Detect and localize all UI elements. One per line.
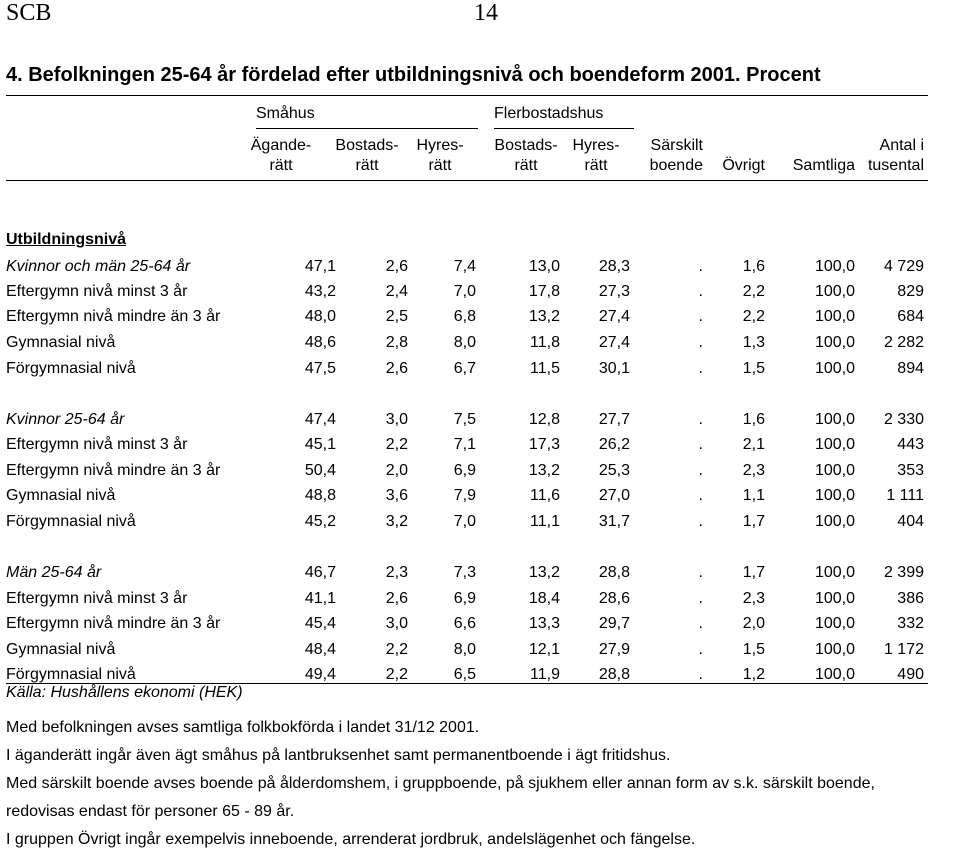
- table-cell: 17,3: [528, 436, 560, 453]
- table-cell: 2,6: [385, 360, 408, 377]
- table-cell: 3,2: [385, 513, 408, 530]
- table-cell: 3,0: [385, 411, 408, 428]
- table-cell: 100,0: [814, 436, 855, 453]
- table-cell: 28,8: [598, 666, 630, 683]
- table-cell: 27,4: [598, 334, 630, 351]
- row-label: Förgymnasial nivå: [6, 360, 136, 377]
- table-cell: 100,0: [814, 360, 855, 377]
- table-cell: 2,2: [385, 641, 408, 658]
- table-cell: 1,2: [742, 666, 765, 683]
- table-cell: 13,3: [528, 615, 560, 632]
- column-header: rätt: [584, 157, 608, 174]
- column-header: rätt: [514, 157, 538, 174]
- column-header: boende: [649, 157, 703, 174]
- table-cell: .: [698, 487, 703, 504]
- table-cell: 48,8: [304, 487, 336, 504]
- table-cell: 2 399: [883, 564, 924, 581]
- table-cell: 353: [897, 462, 924, 479]
- row-label: Eftergymn nivå minst 3 år: [6, 590, 188, 607]
- footnote: redovisas endast för personer 65 - 89 år.: [6, 803, 295, 820]
- table-title: 4. Befolkningen 25-64 år fördelad efter utbildningsnivå och boendeform 2001. Procent: [6, 64, 821, 86]
- table-cell: 48,0: [304, 308, 336, 325]
- table-cell: 27,0: [598, 487, 630, 504]
- table-cell: 30,1: [598, 360, 630, 377]
- table-cell: 2,0: [385, 462, 408, 479]
- row-label: Gymnasial nivå: [6, 487, 116, 504]
- source-note: Källa: Hushållens ekonomi (HEK): [6, 684, 243, 701]
- table-cell: 3,0: [385, 615, 408, 632]
- table-cell: 100,0: [814, 513, 855, 530]
- column-header: Övrigt: [722, 157, 765, 174]
- table-cell: 1,7: [742, 513, 765, 530]
- table-row: [0, 436, 960, 458]
- row-label: Förgymnasial nivå: [6, 666, 136, 683]
- table-cell: 100,0: [814, 334, 855, 351]
- table-cell: 2,8: [385, 334, 408, 351]
- table-cell: .: [698, 436, 703, 453]
- table-cell: 45,1: [304, 436, 336, 453]
- column-header: Särskilt: [650, 137, 703, 154]
- table-cell: 18,4: [528, 590, 560, 607]
- table-cell: 48,6: [304, 334, 336, 351]
- page-header-org: SCB: [6, 0, 52, 26]
- table-cell: 13,0: [528, 258, 560, 275]
- table-cell: 27,7: [598, 411, 630, 428]
- table-cell: .: [698, 590, 703, 607]
- table-cell: 50,4: [304, 462, 336, 479]
- footnote: I gruppen Övrigt ingår exempelvis inneboende, arrenderat jordbruk, andelslägenhet och fängelse.: [6, 831, 696, 848]
- table-cell: .: [698, 666, 703, 683]
- table-cell: 13,2: [528, 564, 560, 581]
- table-cell: 27,3: [598, 283, 630, 300]
- row-label: Män 25-64 år: [6, 564, 102, 581]
- table-cell: 100,0: [814, 641, 855, 658]
- row-label: Eftergymn nivå minst 3 år: [6, 436, 188, 453]
- table-cell: 28,8: [598, 564, 630, 581]
- table-cell: 47,5: [304, 360, 336, 377]
- table-cell: 45,4: [304, 615, 336, 632]
- table-cell: 28,3: [598, 258, 630, 275]
- table-cell: 100,0: [814, 283, 855, 300]
- column-header: Samtliga: [792, 157, 855, 174]
- table-cell: 47,4: [304, 411, 336, 428]
- footnote: I äganderätt ingår även ägt småhus på lantbruksenhet samt permanentboende i ägt fritidshus.: [6, 747, 671, 764]
- table-cell: .: [698, 462, 703, 479]
- table-cell: .: [698, 564, 703, 581]
- table-row: [0, 513, 960, 535]
- column-header: Hyres-: [572, 137, 620, 154]
- table-cell: 100,0: [814, 411, 855, 428]
- table-cell: 2,2: [742, 283, 765, 300]
- table-cell: .: [698, 258, 703, 275]
- row-label: Eftergymn nivå mindre än 3 år: [6, 462, 221, 479]
- table-cell: 1 172: [883, 641, 924, 658]
- table-cell: 1,7: [742, 564, 765, 581]
- row-label: Eftergymn nivå mindre än 3 år: [6, 615, 221, 632]
- table-row: [0, 641, 960, 663]
- table-cell: .: [698, 615, 703, 632]
- table-cell: 1,5: [742, 360, 765, 377]
- column-header: tusental: [867, 157, 924, 174]
- table-cell: 6,8: [453, 308, 476, 325]
- header-bottom-rule: [6, 180, 928, 181]
- table-cell: .: [698, 641, 703, 658]
- table-row: [0, 615, 960, 637]
- table-cell: 1,6: [742, 411, 765, 428]
- table-cell: 7,3: [453, 564, 476, 581]
- table-cell: 2,3: [742, 590, 765, 607]
- column-header: Hyres-: [416, 137, 464, 154]
- table-cell: 11,5: [530, 360, 560, 377]
- row-label: Eftergymn nivå mindre än 3 år: [6, 308, 221, 325]
- table-cell: 2,5: [385, 308, 408, 325]
- section-label: Utbildningsnivå: [6, 231, 126, 248]
- table-row: [0, 411, 960, 433]
- table-cell: 2,6: [385, 590, 408, 607]
- table-cell: 43,2: [304, 283, 336, 300]
- table-cell: 12,8: [528, 411, 560, 428]
- table-cell: .: [698, 308, 703, 325]
- table-cell: 6,9: [453, 462, 476, 479]
- row-label: Förgymnasial nivå: [6, 513, 136, 530]
- table-cell: 26,2: [598, 436, 630, 453]
- column-header: rätt: [269, 157, 293, 174]
- table-cell: 8,0: [453, 334, 476, 351]
- table-cell: 100,0: [814, 590, 855, 607]
- table-cell: 100,0: [814, 615, 855, 632]
- table-cell: 48,4: [304, 641, 336, 658]
- table-cell: 7,9: [453, 487, 476, 504]
- group-header-smahus: Småhus: [256, 105, 315, 122]
- column-header: Antal i: [879, 137, 924, 154]
- table-cell: 2,1: [742, 436, 765, 453]
- footnote: Med särskilt boende avses boende på ålderdomshem, i gruppboende, på sjukhem eller annan form av s.k. särskilt boende,: [6, 775, 875, 792]
- table-cell: 100,0: [814, 666, 855, 683]
- table-cell: 100,0: [814, 564, 855, 581]
- table-cell: 13,2: [528, 308, 560, 325]
- table-cell: 100,0: [814, 462, 855, 479]
- footnote: Med befolkningen avses samtliga folkbokförda i landet 31/12 2001.: [6, 719, 480, 736]
- column-header: rätt: [428, 157, 452, 174]
- column-header: rätt: [355, 157, 379, 174]
- table-cell: 1,5: [742, 641, 765, 658]
- table-cell: 100,0: [814, 258, 855, 275]
- table-cell: 7,1: [453, 436, 476, 453]
- table-cell: 6,7: [453, 360, 476, 377]
- table-cell: 46,7: [304, 564, 336, 581]
- table-cell: 11,1: [530, 513, 560, 530]
- table-cell: .: [698, 283, 703, 300]
- page-number: 14: [474, 0, 498, 26]
- table-cell: 2,4: [385, 283, 408, 300]
- table-cell: 2,3: [742, 462, 765, 479]
- header-top-rule: [6, 95, 928, 96]
- table-cell: 6,5: [453, 666, 476, 683]
- table-cell: 17,8: [528, 283, 560, 300]
- table-cell: 490: [897, 666, 924, 683]
- table-cell: 6,9: [453, 590, 476, 607]
- table-cell: 1,1: [742, 487, 765, 504]
- table-cell: 7,4: [453, 258, 476, 275]
- table-cell: 404: [897, 513, 924, 530]
- table-cell: 2,2: [385, 436, 408, 453]
- table-cell: 332: [897, 615, 924, 632]
- table-cell: 2,2: [742, 308, 765, 325]
- table-cell: 386: [897, 590, 924, 607]
- table-cell: 2 282: [883, 334, 924, 351]
- row-label: Kvinnor 25-64 år: [6, 411, 125, 428]
- table-row: [0, 590, 960, 612]
- column-header: Bostads-: [494, 137, 558, 154]
- table-cell: 11,9: [530, 666, 560, 683]
- group-rule-smahus: [256, 128, 478, 129]
- table-cell: 45,2: [304, 513, 336, 530]
- table-cell: 41,1: [304, 590, 336, 607]
- table-cell: 2,3: [385, 564, 408, 581]
- table-cell: 27,4: [598, 308, 630, 325]
- table-row: [0, 564, 960, 586]
- table-cell: 2 330: [883, 411, 924, 428]
- table-cell: 684: [897, 308, 924, 325]
- column-header: Bostads-: [335, 137, 399, 154]
- table-cell: 13,2: [528, 462, 560, 479]
- table-cell: 31,7: [598, 513, 630, 530]
- table-row: [0, 308, 960, 330]
- table-row: [0, 283, 960, 305]
- table-cell: 2,6: [385, 258, 408, 275]
- table-row: [0, 334, 960, 356]
- table-cell: 49,4: [304, 666, 336, 683]
- group-header-flerbostadshus: Flerbostadshus: [494, 105, 604, 122]
- table-row: [0, 258, 960, 280]
- table-row: [0, 360, 960, 382]
- table-cell: .: [698, 334, 703, 351]
- table-cell: 1 111: [886, 487, 924, 504]
- table-cell: 894: [897, 360, 924, 377]
- column-header: Ägande-: [250, 137, 312, 154]
- table-cell: 443: [897, 436, 924, 453]
- table-cell: 100,0: [814, 308, 855, 325]
- table-cell: 11,8: [530, 334, 560, 351]
- table-cell: .: [698, 411, 703, 428]
- table-cell: 7,0: [453, 283, 476, 300]
- row-label: Gymnasial nivå: [6, 334, 116, 351]
- table-cell: 47,1: [304, 258, 336, 275]
- table-cell: 11,6: [530, 487, 560, 504]
- table-row: [0, 462, 960, 484]
- row-label: Gymnasial nivå: [6, 641, 116, 658]
- table-cell: 2,0: [742, 615, 765, 632]
- table-cell: .: [698, 513, 703, 530]
- row-label: Kvinnor och män 25-64 år: [6, 258, 191, 275]
- group-rule-flerbostadshus: [494, 128, 634, 129]
- table-cell: 12,1: [528, 641, 560, 658]
- table-cell: 1,3: [742, 334, 765, 351]
- table-cell: 2,2: [385, 666, 408, 683]
- table-cell: 100,0: [814, 487, 855, 504]
- table-cell: 1,6: [742, 258, 765, 275]
- table-cell: 8,0: [453, 641, 476, 658]
- table-cell: 25,3: [598, 462, 630, 479]
- row-label: Eftergymn nivå minst 3 år: [6, 283, 188, 300]
- table-row: [0, 487, 960, 509]
- table-cell: 7,5: [453, 411, 476, 428]
- table-cell: 4 729: [883, 258, 924, 275]
- table-cell: 3,6: [385, 487, 408, 504]
- table-cell: 28,6: [598, 590, 630, 607]
- table-cell: 7,0: [453, 513, 476, 530]
- table-cell: 6,6: [453, 615, 476, 632]
- table-cell: 829: [897, 283, 924, 300]
- table-cell: .: [698, 360, 703, 377]
- table-cell: 29,7: [598, 615, 630, 632]
- table-cell: 27,9: [598, 641, 630, 658]
